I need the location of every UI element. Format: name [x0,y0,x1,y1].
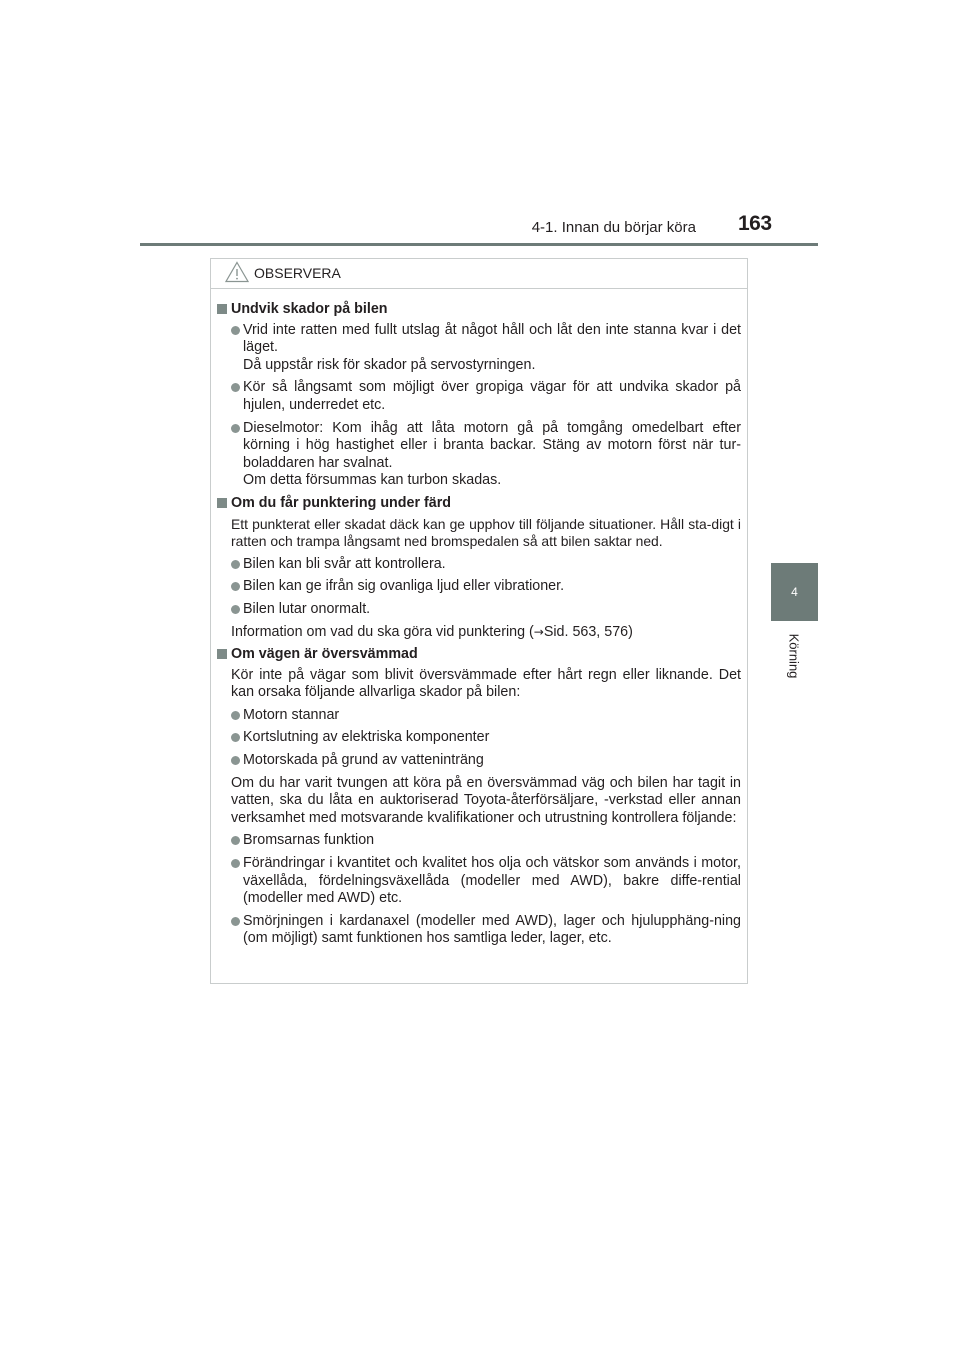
round-bullet-icon [231,326,240,335]
paragraph: Om du har varit tvungen att köra på en översvämmad väg och bilen har tagit in vatten, ska du låta en auktoriserad Toyota-återförsäljare, -verkstad eller annan verksamhet med motsvarande kvalifikationer och utrustning kontrollera följande: [231,774,741,826]
page-reference: Information om vad du ska göra vid punktering (→Sid. 563, 576) [231,623,633,640]
square-bullet-icon [217,304,227,314]
round-bullet-icon [231,733,240,742]
section-title: Undvik skador på bilen [215,301,741,319]
round-bullet-icon [231,560,240,569]
round-bullet-icon [231,383,240,392]
list-item: Motorn stannar [215,707,741,725]
round-bullet-icon [231,582,240,591]
list-item: Kör så långsamt som möjligt över gropiga vägar för att undvika skador på hjulen, underredet etc. [215,379,741,414]
list-item: Smörjningen i kardanaxel (modeller med AWD), lager och hjulupphäng-ning (om möjligt) samt funktionen hos samtliga leder, lager, etc. [215,913,741,948]
round-bullet-icon [231,917,240,926]
section-title: Om vägen är översvämmad [215,646,741,664]
warning-triangle-icon [225,261,249,283]
section-header: 4-1. Innan du börjar köra [531,219,696,236]
list-item: Bilen kan bli svår att kontrollera. [215,556,741,574]
header-rule [140,243,818,246]
list-item: Bilen kan ge ifrån sig ovanliga ljud eller vibrationer. [215,578,741,596]
list-item: Bromsarnas funktion [215,832,741,850]
list-item: Förändringar i kvantitet och kvalitet hos olja och vätskor som används i motor, växellåda, fördelningsväxellåda (modeller med AWD), bakre diffe-rential (modeller med AWD) etc. [215,855,741,908]
notice-header [211,259,747,289]
round-bullet-icon [231,605,240,614]
list-item: Motorskada på grund av vatteninträng [215,752,741,770]
notice-title: OBSERVERA [254,265,341,281]
list-item: Kortslutning av elektriska komponenter [215,729,741,747]
round-bullet-icon [231,836,240,845]
chapter-label: Körning [786,633,802,679]
notice-content [211,289,747,948]
notice-box [210,258,748,984]
list-item: Bilen lutar onormalt. [215,601,741,619]
round-bullet-icon [231,756,240,765]
list-item: Dieselmotor: Kom ihåg att låta motorn gå på tomgång omedelbart efter körning i hög hastighet eller i branta backar. Stäng av motorn först när tur-boladdaren har svalnat. Om detta försummas kan turbon skadas. [215,420,741,490]
list-item: Vrid inte ratten med fullt utslag åt något håll och låt den inte stanna kvar i det läget. Då uppstår risk för skador på servostyrningen. [215,322,741,375]
square-bullet-icon [217,498,227,508]
paragraph: Ett punkterat eller skadat däck kan ge upphov till följande situationer. Håll sta-digt i ratten och trampa långsamt ned bromspedalen så att bilen saktar ned. [231,515,741,550]
round-bullet-icon [231,424,240,433]
section-title: Om du får punktering under färd [215,495,741,513]
paragraph: Kör inte på vägar som blivit översvämmade efter hårt regn eller liknande. Det kan orsaka följande allvarliga skador på bilen: [231,666,741,701]
arrow-right-icon: → [533,624,544,639]
square-bullet-icon [217,649,227,659]
round-bullet-icon [231,711,240,720]
chapter-tab [771,563,818,621]
round-bullet-icon [231,859,240,868]
chapter-number: 4 [791,585,798,599]
page-number: 163 [738,212,772,235]
